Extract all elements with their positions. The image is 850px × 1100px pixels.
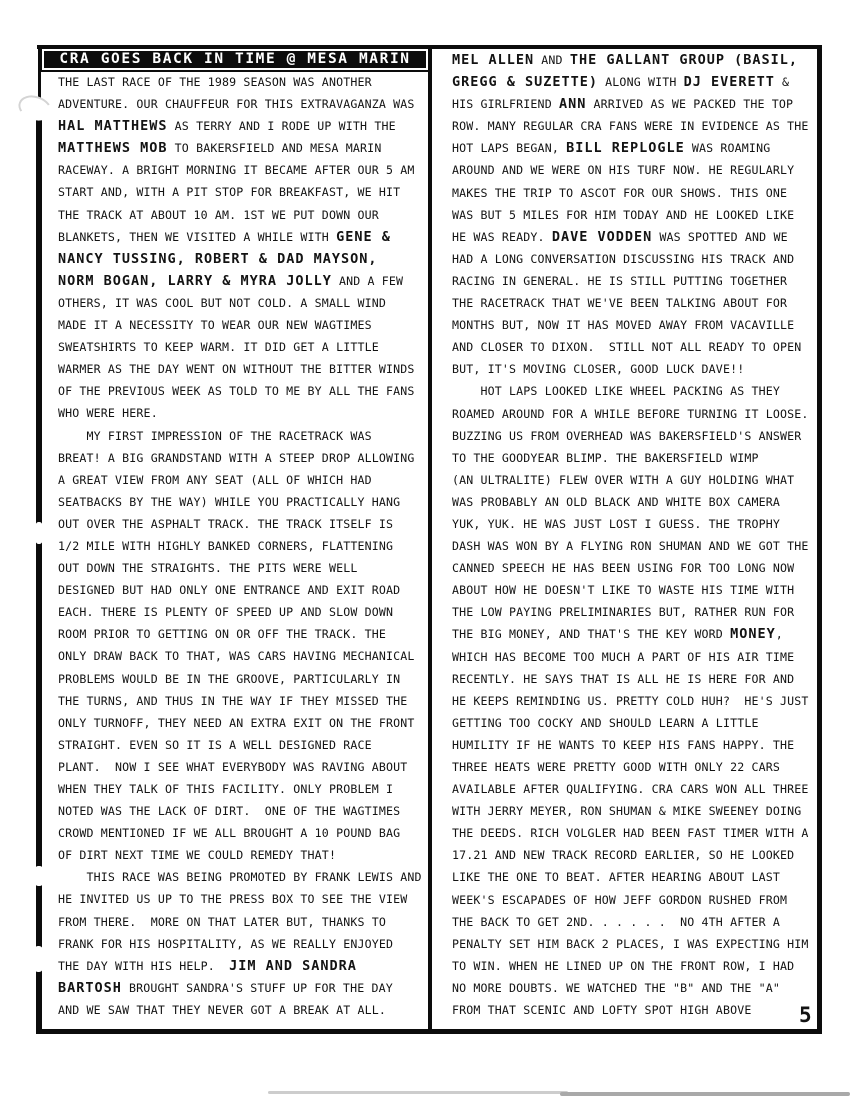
text-segment: EACH. THERE IS PLENTY OF SPEED UP AND SLOW DOWN [58, 605, 394, 620]
text-line [58, 778, 422, 800]
text-segment: DESIGNED BUT HAD ONLY ONE ENTRANCE AND EXIT ROAD [58, 583, 401, 598]
text-segment: HE KEEPS REMINDING US. PRETTY COLD HUH? HE'S JUST [452, 693, 809, 708]
text-line [452, 93, 809, 115]
text-segment: A GREAT VIEW FROM ANY SEAT (ALL OF WHICH HAD [58, 472, 372, 487]
text-line [452, 137, 809, 159]
text-line [452, 425, 809, 447]
text-line [452, 734, 809, 756]
text-line [58, 380, 422, 402]
scan-smudge [560, 1092, 850, 1096]
text-segment: AND CLOSER TO DIXON. STILL NOT ALL READY TO OPEN [452, 340, 802, 355]
text-segment: THE LOW PAYING PRELIMINARIES BUT, RATHER RUN FOR [452, 605, 795, 620]
bold-name: MATTHEWS MOB [58, 140, 168, 157]
bold-name: THE GALLANT GROUP (BASIL, [569, 52, 799, 68]
text-line [452, 314, 809, 336]
text-line [452, 601, 809, 623]
text-segment: , [775, 627, 783, 642]
text-segment: HAD A LONG CONVERSATION DISCUSSING HIS TRACK AND [452, 251, 795, 266]
text-line [452, 889, 809, 911]
text-segment: NOTED WAS THE LACK OF DIRT. ONE OF THE WAGTIMES [58, 804, 401, 819]
text-line [58, 402, 422, 424]
text-line [452, 999, 809, 1021]
text-segment: ROW. MANY REGULAR CRA FANS WERE IN EVIDENCE AS THE [452, 119, 809, 134]
text-line [58, 226, 422, 248]
text-line [58, 535, 422, 557]
text-segment: PROBLEMS WOULD BE IN THE GROOVE, PARTICULARLY IN [58, 671, 401, 686]
text-segment: ONLY DRAW BACK TO THAT, WAS CARS HAVING MECHANICAL [58, 649, 415, 664]
text-line [58, 623, 422, 645]
text-segment: HIS GIRLFRIEND [452, 97, 559, 112]
text-segment: CANNED SPEECH HE HAS BEEN USING FOR TOO LONG NOW [452, 561, 795, 576]
text-segment: HUMILITY IF HE WANTS TO KEEP HIS FANS HAPPY. THE [452, 737, 795, 752]
text-line [58, 204, 422, 226]
text-line [452, 712, 809, 734]
text-line [58, 999, 422, 1021]
bold-name: GREGG & SUZETTE) [452, 74, 599, 91]
text-segment: THIS RACE WAS BEING PROMOTED BY FRANK LEWIS AND [58, 870, 422, 885]
text-line [58, 911, 422, 933]
page-number: 5 [799, 1003, 812, 1027]
text-line [452, 292, 809, 314]
text-segment: THE LAST RACE OF THE 1989 SEASON WAS ANOTHER [58, 75, 372, 89]
text-segment: WAS BUT 5 MILES FOR HIM TODAY AND HE LOOKED LIKE [452, 207, 795, 222]
bold-name: HAL MATTHEWS [58, 118, 168, 135]
text-line [58, 71, 422, 93]
text-line [58, 734, 422, 756]
text-segment: FROM THAT SCENIC AND LOFTY SPOT HIGH ABOVE [452, 1003, 752, 1018]
text-line [452, 115, 809, 137]
scan-notch [33, 866, 45, 886]
text-segment: PLANT. NOW I SEE WHAT EVERYBODY WAS RAVING ABOUT [58, 759, 408, 774]
text-segment: RECENTLY. HE SAYS THAT IS ALL HE IS HERE FOR AND [452, 671, 795, 686]
text-segment: ONLY TURNOFF, THEY NEED AN EXTRA EXIT ON THE FRONT [58, 715, 415, 730]
text-line [58, 668, 422, 690]
text-segment: YUK, YUK. HE WAS JUST LOST I GUESS. THE TROPHY [452, 516, 780, 531]
text-line [452, 844, 809, 866]
text-line [452, 822, 809, 844]
bold-name: GENE & [336, 228, 391, 245]
text-segment: AND WE SAW THAT THEY NEVER GOT A BREAK AT ALL. [58, 1002, 386, 1017]
text-line [58, 513, 422, 535]
text-segment: FRANK FOR HIS HOSPITALITY, AS WE REALLY ENJOYED [58, 936, 394, 951]
text-line [58, 756, 422, 778]
text-segment: AND [534, 53, 570, 67]
text-segment: THE TURNS, AND THUS IN THE WAY IF THEY MISSED THE [58, 693, 408, 708]
text-segment: PENALTY SET HIM BACK 2 PLACES, I WAS EXPECTING HIM [452, 936, 809, 951]
text-segment: GETTING TOO COCKY AND SHOULD LEARN A LITTLE [452, 715, 759, 730]
text-line [452, 270, 809, 292]
text-segment: HOT LAPS BEGAN, [452, 141, 567, 156]
text-line [452, 623, 809, 645]
text-segment: OUT DOWN THE STRAIGHTS. THE PITS WERE WELL [58, 561, 358, 576]
text-line [58, 933, 422, 955]
text-line [58, 181, 422, 203]
text-segment: ARRIVED AS WE PACKED THE TOP [586, 97, 794, 112]
text-segment: OTHERS, IT WAS COOL BUT NOT COLD. A SMALL WIND [58, 295, 386, 310]
text-line [452, 380, 809, 402]
text-line [452, 71, 809, 93]
text-line [452, 535, 809, 557]
right-column [452, 49, 809, 1021]
text-segment: BREAT! A BIG GRANDSTAND WITH A STEEP DROP ALLOWING [58, 450, 415, 465]
bold-name: MONEY [730, 626, 776, 643]
text-segment: WEEK'S ESCAPADES OF HOW JEFF GORDON RUSHED FROM [452, 892, 788, 907]
text-segment: HOT LAPS LOOKED LIKE WHEEL PACKING AS THEY [452, 384, 780, 399]
text-line [452, 469, 809, 491]
text-segment: HE INVITED US UP TO THE PRESS BOX TO SEE THE VIEW [58, 892, 408, 907]
text-segment: AROUND AND WE WERE ON HIS TURF NOW. HE REGULARLY [452, 163, 795, 178]
article-title: CRA GOES BACK IN TIME @ MESA MARIN [44, 51, 426, 68]
text-segment: (AN ULTRALITE) FLEW OVER WITH A GUY HOLDING WHAT [452, 472, 795, 487]
text-line [58, 314, 422, 336]
text-line [452, 668, 809, 690]
text-segment: BLANKETS, THEN WE VISITED A WHILE WITH [58, 229, 337, 244]
text-segment: TO BAKERSFIELD AND MESA MARIN [167, 141, 382, 156]
text-line [452, 866, 809, 888]
text-segment: BUT, IT'S MOVING CLOSER, GOOD LUCK DAVE!! [452, 362, 745, 377]
text-line [452, 646, 809, 668]
text-segment: THE BACK TO GET 2ND. . . . . . NO 4TH AFTER A [452, 914, 780, 929]
text-line [58, 712, 422, 734]
text-segment: WHO WERE HERE. [58, 406, 158, 421]
text-line [452, 491, 809, 513]
text-segment: ADVENTURE. OUR CHAUFFEUR FOR THIS EXTRAVAGANZA WAS [58, 97, 415, 112]
text-segment: OF DIRT NEXT TIME WE COULD REMEDY THAT! [58, 848, 337, 863]
text-segment: ALONG WITH [598, 75, 684, 90]
text-line [58, 690, 422, 712]
text-segment: TO THE GOODYEAR BLIMP. THE BAKERSFIELD WIMP [452, 450, 759, 465]
text-line [452, 933, 809, 955]
text-line [452, 955, 809, 977]
text-line [58, 977, 422, 999]
text-segment: THE RACETRACK THAT WE'VE BEEN TALKING ABOUT FOR [452, 296, 788, 311]
text-line [58, 292, 422, 314]
text-segment: WARMER AS THE DAY WENT ON WITHOUT THE BITTER WINDS [58, 362, 415, 377]
text-line [452, 977, 809, 999]
text-line [452, 690, 809, 712]
left-column [58, 71, 422, 1021]
text-segment: RACEWAY. A BRIGHT MORNING IT BECAME AFTER OUR 5 AM [58, 163, 415, 178]
text-line [58, 844, 422, 866]
text-line [452, 182, 809, 204]
text-line [58, 579, 422, 601]
text-segment: MADE IT A NECESSITY TO WEAR OUR NEW WAGTIMES [58, 318, 372, 333]
text-line [452, 248, 809, 270]
text-segment: THREE HEATS WERE PRETTY GOOD WITH ONLY 22 CARS [452, 760, 780, 774]
text-line [58, 822, 422, 844]
text-segment: 1/2 MILE WITH HIGHLY BANKED CORNERS, FLATTENING [58, 538, 394, 553]
bold-name: JIM AND SANDRA [229, 957, 357, 974]
text-segment: AVAILABLE AFTER QUALIFYING. CRA CARS WON ALL THREE [452, 782, 809, 797]
text-line [452, 800, 809, 822]
text-line [58, 93, 422, 115]
page-border-left-lower [36, 120, 42, 1034]
text-line [58, 336, 422, 358]
text-segment: BUZZING US FROM OVERHEAD WAS BAKERSFIELD'S ANSWER [452, 428, 802, 443]
scan-smudge [268, 1091, 568, 1094]
text-segment: OF THE PREVIOUS WEEK AS TOLD TO ME BY ALL THE FANS [58, 384, 415, 399]
text-line [452, 336, 809, 358]
text-segment: TO WIN. WHEN HE LINED UP ON THE FRONT ROW, I HAD [452, 958, 795, 973]
text-line [58, 447, 422, 469]
text-line [58, 137, 422, 159]
text-line [452, 579, 809, 601]
bold-name: DJ EVERETT [683, 74, 775, 91]
bold-name: BILL REPLOGLE [566, 140, 685, 157]
text-segment: THE BIG MONEY, AND THAT'S THE KEY WORD [452, 627, 731, 642]
text-line [58, 888, 422, 910]
text-line [58, 557, 422, 579]
text-line [452, 756, 809, 778]
text-segment: BROUGHT SANDRA'S STUFF UP FOR THE DAY [121, 980, 393, 995]
text-line [452, 49, 809, 71]
text-line [58, 955, 422, 977]
text-segment: LIKE THE ONE TO BEAT. AFTER HEARING ABOUT LAST [452, 870, 780, 885]
text-line [58, 270, 422, 292]
text-segment: 17.21 AND NEW TRACK RECORD EARLIER, SO HE LOOKED [452, 848, 795, 863]
text-segment: SEATBACKS BY THE WAY) WHILE YOU PRACTICALLY HANG [58, 494, 401, 509]
text-line [452, 204, 809, 226]
text-line [452, 778, 809, 800]
text-segment: AND A FEW [331, 273, 404, 288]
text-segment: MY FIRST IMPRESSION OF THE RACETRACK WAS [58, 428, 372, 443]
text-segment: MAKES THE TRIP TO ASCOT FOR OUR SHOWS. THIS ONE [452, 185, 788, 200]
text-segment: RACING IN GENERAL. HE IS STILL PUTTING TOGETHER [452, 273, 788, 288]
text-line [58, 491, 422, 513]
text-line [452, 911, 809, 933]
text-line [452, 159, 809, 181]
text-line [58, 358, 422, 380]
scan-notch [32, 946, 45, 972]
column-divider [428, 45, 432, 1034]
text-line [58, 645, 422, 667]
text-segment: FROM THERE. MORE ON THAT LATER BUT, THANKS TO [58, 914, 386, 929]
text-segment: START AND, WITH A PIT STOP FOR BREAKFAST, WE HIT [58, 185, 401, 200]
bold-name: ANN [558, 96, 587, 113]
text-segment: SWEATSHIRTS TO KEEP WARM. IT DID GET A LITTLE [58, 340, 379, 355]
text-line [58, 159, 422, 181]
text-segment: ABOUT HOW HE DOESN'T LIKE TO WASTE HIS TIME WITH [452, 583, 795, 598]
text-segment: & [774, 75, 790, 90]
text-segment: WITH JERRY MEYER, RON SHUMAN & MIKE SWEENEY DOING [452, 804, 802, 819]
text-segment: NO MORE DOUBTS. WE WATCHED THE "B" AND THE "A" [452, 980, 780, 995]
text-line [452, 447, 809, 469]
bold-name: NORM BOGAN, LARRY & MYRA JOLLY [58, 272, 332, 289]
text-segment: CROWD MENTIONED IF WE ALL BROUGHT A 10 POUND BAG [58, 826, 401, 841]
text-line [58, 800, 422, 822]
text-segment: HE WAS READY. [452, 229, 552, 244]
text-line [58, 115, 422, 137]
article-title-bar [40, 47, 430, 72]
text-segment: THE DEEDS. RICH VOLGLER HAD BEEN FAST TIMER WITH A [452, 826, 809, 841]
text-segment: DASH WAS WON BY A FLYING RON SHUMAN AND WE GOT THE [452, 539, 809, 554]
text-segment: WHICH HAS BECOME TOO MUCH A PART OF HIS AIR TIME [452, 649, 795, 664]
text-segment: WAS ROAMING [684, 141, 771, 156]
text-line [58, 601, 422, 623]
text-line [58, 866, 422, 888]
text-line [452, 226, 809, 248]
bold-name: MEL ALLEN [452, 52, 535, 68]
text-segment: THE DAY WITH HIS HELP. [58, 958, 230, 973]
text-segment: AS TERRY AND I RODE UP WITH THE [167, 119, 396, 134]
bold-name: DAVE VODDEN [551, 228, 653, 245]
text-segment: ROAMED AROUND FOR A WHILE BEFORE TURNING IT LOOSE. [452, 406, 809, 421]
text-segment: OUT OVER THE ASPHALT TRACK. THE TRACK ITSELF IS [58, 516, 394, 531]
text-line [452, 403, 809, 425]
scan-notch [34, 522, 44, 544]
text-line [58, 425, 422, 447]
text-line [452, 513, 809, 535]
text-line [58, 469, 422, 491]
text-segment: MONTHS BUT, NOW IT HAS MOVED AWAY FROM VACAVILLE [452, 318, 795, 333]
text-segment: THE TRACK AT ABOUT 10 AM. 1ST WE PUT DOWN OUR [58, 207, 379, 222]
text-line [58, 248, 422, 270]
text-segment: ROOM PRIOR TO GETTING ON OR OFF THE TRACK. THE [58, 627, 386, 642]
text-segment: WAS SPOTTED AND WE [652, 229, 788, 244]
bold-name: NANCY TUSSING, ROBERT & DAD MAYSON, [58, 250, 378, 267]
text-line [452, 557, 809, 579]
text-segment: WAS PROBABLY AN OLD BLACK AND WHITE BOX CAMERA [452, 494, 780, 509]
text-segment: WHEN THEY TALK OF THIS FACILITY. ONLY PROBLEM I [58, 782, 394, 796]
bold-name: BARTOSH [58, 979, 122, 996]
text-line [452, 358, 809, 380]
text-segment: STRAIGHT. EVEN SO IT IS A WELL DESIGNED RACE [58, 737, 372, 752]
